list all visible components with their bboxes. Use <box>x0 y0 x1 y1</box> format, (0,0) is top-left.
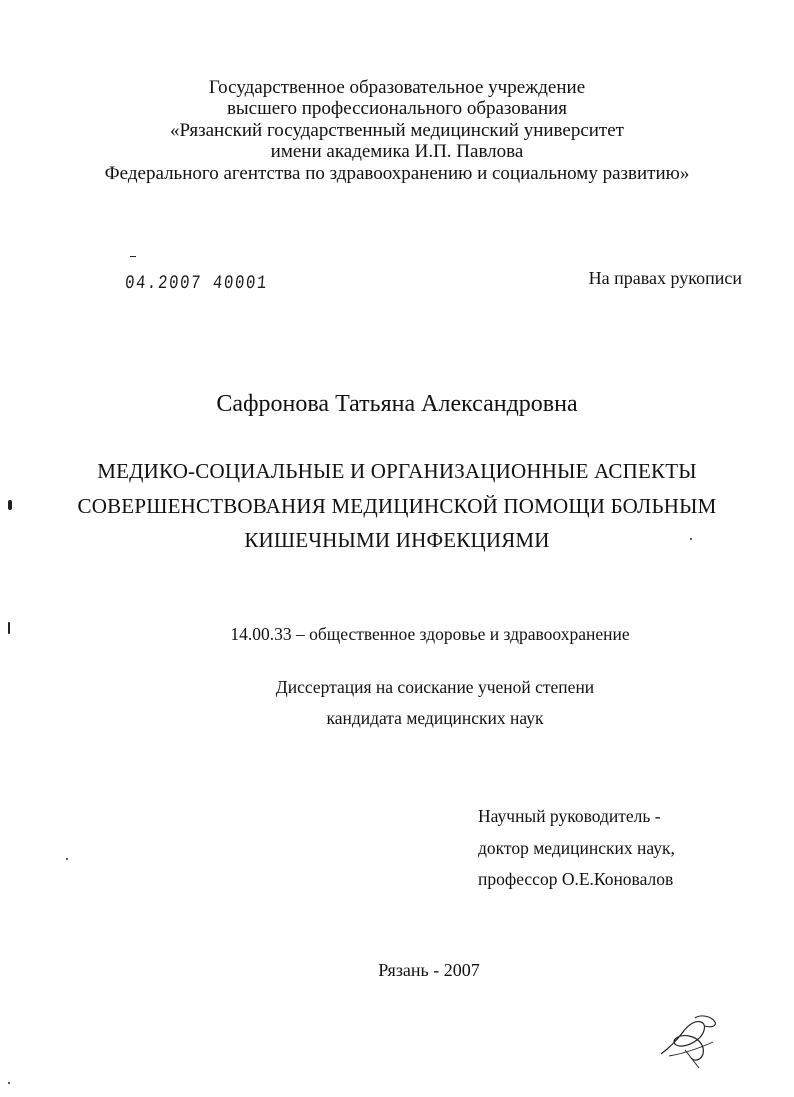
degree-line-2: кандидата медицинских наук <box>326 708 544 728</box>
institution-line-3: «Рязанский государственный медицинский университет <box>170 120 624 141</box>
institution-line-2: высшего профессионального образования <box>226 98 568 119</box>
advisor-line-1: Научный руководитель - <box>478 806 661 826</box>
institution-line-1: Государственное образовательное учреждение <box>208 77 586 98</box>
advisor-line-3: профессор О.Е.Коновалов <box>478 869 674 889</box>
scan-mark <box>66 858 68 860</box>
degree-line-1: Диссертация на соискание ученой степени <box>275 677 595 697</box>
thesis-title-line-3: КИШЕЧНЫМИ ИНФЕКЦИЯМИ <box>244 528 550 552</box>
institution-line-4: имени академика И.П. Павлова <box>270 141 524 162</box>
scan-mark <box>130 256 136 257</box>
registration-stamp: 04.2007 40001 <box>124 272 269 294</box>
scan-mark <box>8 622 10 634</box>
scan-mark <box>8 1082 10 1084</box>
specialty-code: 14.00.33 – общественное здоровье и здравоохранение <box>230 624 630 644</box>
signature-mark <box>655 1010 725 1070</box>
manuscript-note: На правах рукописи <box>588 268 742 288</box>
city-year: Рязань - 2007 <box>378 960 480 980</box>
scan-mark <box>8 500 12 510</box>
author-name: Сафронова Татьяна Александровна <box>216 391 578 417</box>
thesis-title-line-2: СОВЕРШЕНСТВОВАНИЯ МЕДИЦИНСКОЙ ПОМОЩИ БОЛЬНЫМ <box>77 494 717 518</box>
advisor-line-2: доктор медицинских наук, <box>478 838 675 858</box>
institution-line-5: Федерального агентства по здравоохранению и социальному развитию» <box>104 163 690 184</box>
scan-mark <box>690 538 692 540</box>
thesis-title-line-1: МЕДИКО-СОЦИАЛЬНЫЕ И ОРГАНИЗАЦИОННЫЕ АСПЕКТЫ <box>97 459 697 483</box>
